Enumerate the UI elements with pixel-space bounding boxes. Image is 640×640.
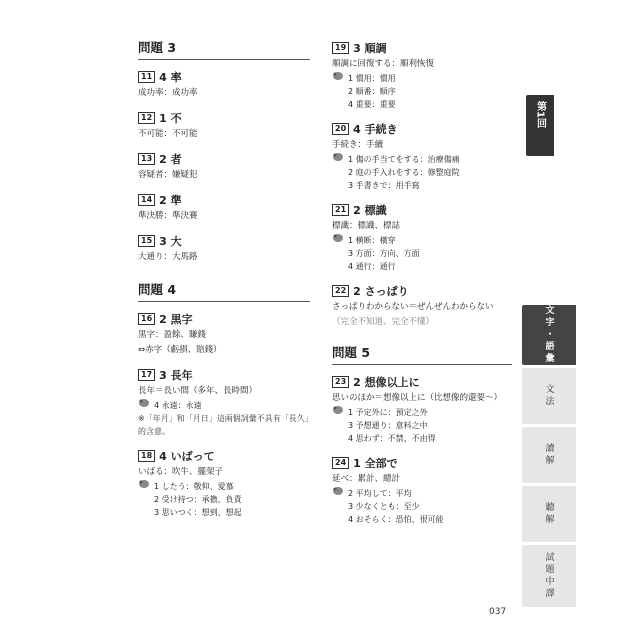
answer: 3 大 [159,235,182,248]
answer: 2 さっぱり [353,285,409,298]
answer: 2 想像以上に [353,376,420,389]
question-number: 24 [332,457,349,469]
option-row: 3 予想通り：意料之中 [348,421,428,430]
explanation: 手続き：手續 [332,140,384,150]
option-row [332,71,512,85]
answer: 2 標識 [353,204,387,217]
question-22 [332,283,512,329]
explanation: 準決勝：準決賽 [138,211,198,221]
section-title: 問題 4 [138,280,310,302]
mouse-icon [332,71,344,85]
question-18 [138,448,310,519]
question-number: 15 [138,235,155,247]
option-row: 4 思わず：不禁、不由得 [348,434,436,443]
tab-vocabulary[interactable] [522,305,576,365]
explanation: 大通り：大馬路 [138,252,198,262]
tab-label: 文法 [543,384,554,408]
question-11 [138,69,310,100]
option-row: 3 少なくとも：至少 [348,502,420,511]
explanation: 思いのほか＝想像以上に（比想像的還要～） [332,393,503,403]
option-text: 1 横断：橫穿 [348,235,396,245]
explanation: いばる：吹牛、擺架子 [138,467,224,477]
right-column [332,40,512,536]
tab-label: 文字・語彙 [543,305,554,365]
answer: 2 者 [159,153,182,166]
explanation: （完全不知道、完全不懂） [332,317,435,327]
answer: 4 いばって [159,450,215,463]
option-row [332,233,512,247]
question-number: 22 [332,285,349,297]
option-row: 3 思いつく：想到、想起 [154,508,242,517]
explanation: 標識：標識、標誌 [332,221,401,231]
option-row: 3 方面：方向、方面 [348,249,420,258]
mouse-icon [332,405,344,419]
tab-reading[interactable] [522,427,576,483]
option-row [332,152,512,166]
option-row [332,405,512,419]
question-16 [138,311,310,357]
option-row: 4 重要：重要 [348,100,396,109]
question-12 [138,110,310,141]
option-text: 1 慣用：慣用 [348,73,396,83]
section-title: 問題 5 [332,343,512,365]
explanation: 成功率：成功率 [138,88,198,98]
answer: 1 全部で [353,457,398,470]
question-19 [332,40,512,111]
question-13 [138,151,310,182]
option-text: 2 平均して：平均 [348,488,412,498]
question-number: 23 [332,376,349,388]
question-23 [332,374,512,445]
question-14 [138,192,310,223]
option-row [332,486,512,500]
page-number: 037 [489,607,507,617]
mouse-icon [332,233,344,247]
section-title: 問題 3 [138,38,310,60]
question-number: 13 [138,153,155,165]
note: ※「年月」和「月日」這兩個詞彙不具有「長久」的含意。 [138,414,309,436]
option-text: 4 永遠：永遠 [154,400,202,410]
explanation: 不可能：不可能 [138,129,198,139]
option-row: 4 おそらく：恐怕、很可能 [348,515,444,524]
option-row: 2 順番：順序 [348,87,396,96]
question-number: 19 [332,42,349,54]
question-number: 11 [138,71,155,83]
explanation: 長年＝長い間（多年、長時間） [138,386,258,396]
tab-grammar[interactable] [522,368,576,424]
option-row [138,479,310,493]
mouse-icon [138,479,150,493]
answer: 2 準 [159,194,182,207]
mouse-icon [332,152,344,166]
tab-label: 試題中譯 [543,552,554,600]
round-tab-label: 第1回 [534,101,546,128]
question-number: 14 [138,194,155,206]
question-number: 18 [138,450,155,462]
tab-translation[interactable] [522,545,576,607]
answer: 1 不 [159,112,182,125]
explanation: 延べ：累計、總計 [332,474,401,484]
question-21 [332,202,512,273]
tab-listening[interactable] [522,486,576,542]
option-row: 3 手書きで：用手寫 [348,181,420,190]
question-number: 20 [332,123,349,135]
answer: 2 黒字 [159,313,193,326]
answer: 3 順調 [353,42,387,55]
question-number: 21 [332,204,349,216]
option-row: 2 庭の手入れをする：修整庭院 [348,168,460,177]
tab-label: 聽解 [543,502,554,526]
explanation: 容疑者：嫌疑犯 [138,170,198,180]
option-row: 4 通行：通行 [348,262,396,271]
tab-label: 讀解 [543,443,554,467]
option-row [138,398,310,412]
answer: 3 長年 [159,369,193,382]
answer: 4 率 [159,71,182,84]
answer: 4 手続き [353,123,398,136]
explanation: ⇔赤字（虧損、賠錢） [138,345,222,355]
option-text: 1 したう：敬仰、愛慕 [154,481,234,491]
option-text: 1 傷の手当てをする：治療傷痛 [348,154,460,164]
left-column [138,38,310,529]
question-15 [138,233,310,264]
question-number: 17 [138,369,155,381]
explanation: 順調に回復する：順利恢復 [332,59,435,69]
option-row: 2 受け持つ：承擔、負責 [154,495,242,504]
mouse-icon [332,486,344,500]
question-24 [332,455,512,526]
question-17 [138,367,310,438]
mouse-icon [138,398,150,412]
option-text: 1 予定外に：預定之外 [348,407,428,417]
question-number: 16 [138,313,155,325]
question-number: 12 [138,112,155,124]
question-20 [332,121,512,192]
explanation: さっぱりわからない＝ぜんぜんわからない [332,302,494,312]
round-tab[interactable] [526,95,554,156]
explanation: 黒字：盈餘、賺錢 [138,330,207,340]
